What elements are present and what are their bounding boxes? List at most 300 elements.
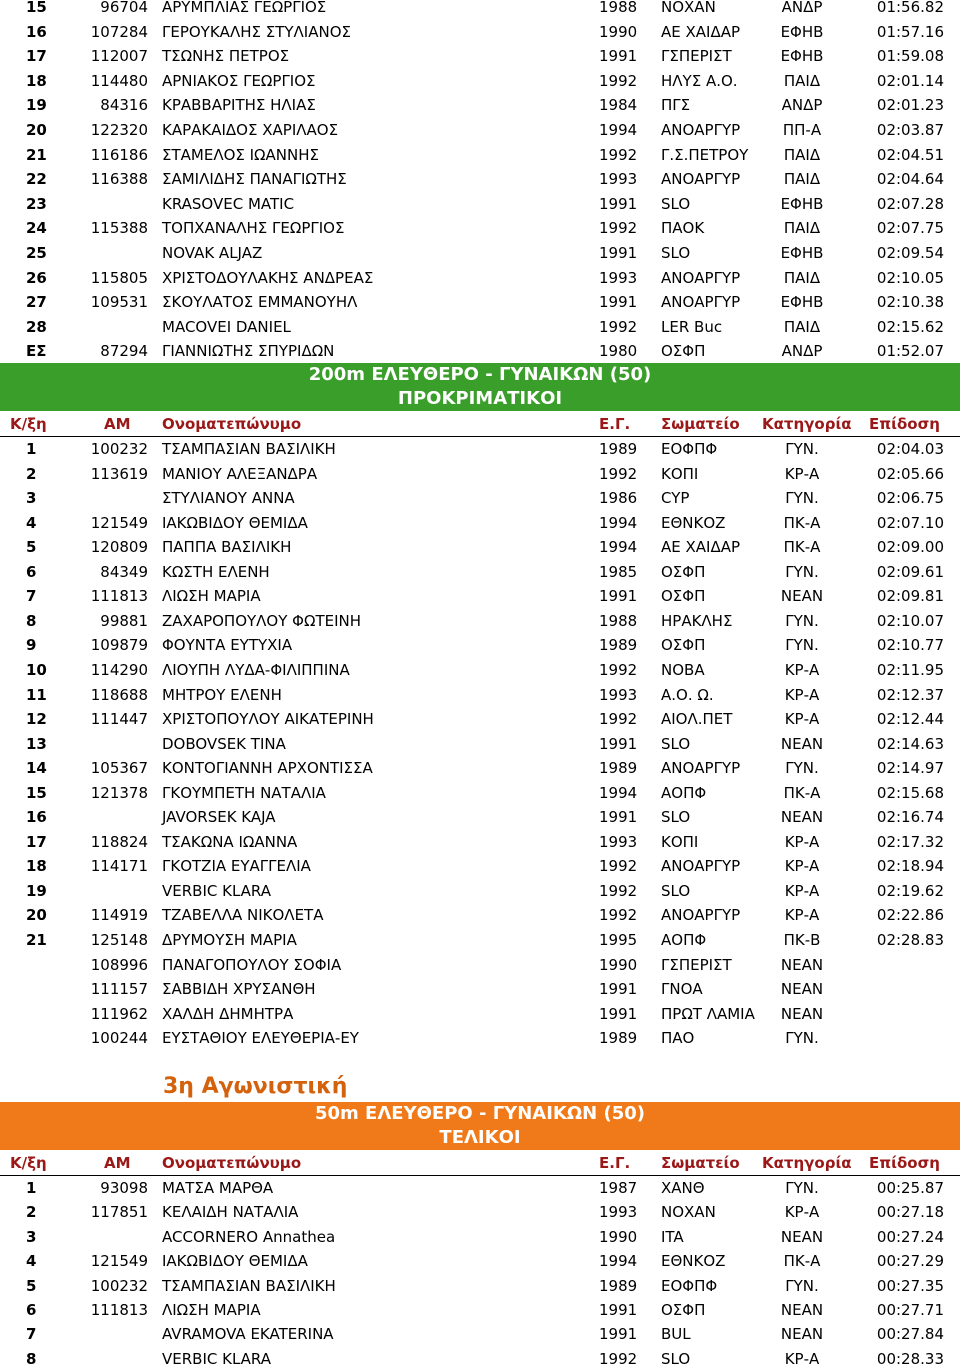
time-cell: 02:19.62 bbox=[876, 881, 944, 900]
rank-cell: 5 bbox=[26, 1276, 37, 1295]
year-cell: 1994 bbox=[599, 121, 638, 139]
year-cell: 1989 bbox=[599, 440, 638, 458]
club-cell: Α.Ο. Ω. bbox=[661, 685, 714, 704]
name-cell: JAVORSEK KAJA bbox=[162, 808, 276, 827]
year-cell: 1992 bbox=[599, 1349, 638, 1368]
year-cell: 1994 bbox=[599, 513, 638, 532]
time-cell: 01:57.16 bbox=[876, 22, 944, 41]
club-cell: ΟΣΦΠ bbox=[661, 562, 706, 581]
club-cell: SLO bbox=[661, 194, 691, 213]
am-cell: 84316 bbox=[100, 96, 148, 115]
time-cell: 00:27.29 bbox=[876, 1252, 944, 1271]
table-row bbox=[0, 535, 960, 559]
category-cell: ΑΝΔΡ bbox=[781, 342, 823, 361]
club-cell: SLO bbox=[661, 808, 691, 827]
year-cell: 1988 bbox=[599, 611, 638, 630]
header-name: Ονοματεπώνυμο bbox=[162, 1154, 302, 1172]
time-cell: 02:12.44 bbox=[876, 710, 944, 729]
time-cell: 02:11.95 bbox=[876, 660, 944, 679]
name-cell: ΛΙΟΥΠΗ ΛΥΔΑ-ΦΙΛΙΠΠΙΝΑ bbox=[162, 660, 350, 679]
year-cell: 1990 bbox=[599, 1227, 638, 1246]
am-cell: 122320 bbox=[90, 121, 148, 139]
am-cell: 115388 bbox=[90, 219, 148, 238]
rank-cell: 24 bbox=[26, 219, 47, 238]
table-row bbox=[0, 1225, 960, 1249]
time-cell: 02:15.68 bbox=[876, 783, 944, 802]
time-cell: 02:09.00 bbox=[876, 538, 944, 557]
time-cell: 00:25.87 bbox=[876, 1179, 944, 1197]
name-cell: ΑΡΝΙΑΚΟΣ ΓΕΩΡΓΙΟΣ bbox=[162, 71, 316, 90]
club-cell: SLO bbox=[661, 244, 691, 262]
rank-cell: 7 bbox=[26, 587, 37, 606]
rank-cell: 10 bbox=[26, 660, 47, 679]
club-cell: ΝΟΧΑΝ bbox=[661, 0, 716, 16]
club-cell: ΗΛΥΣ Α.Ο. bbox=[661, 71, 738, 90]
table-row bbox=[0, 830, 960, 854]
time-cell: 00:27.84 bbox=[876, 1325, 944, 1344]
time-cell: 01:56.82 bbox=[876, 0, 944, 16]
time-cell: 00:27.24 bbox=[876, 1227, 944, 1246]
am-cell: 118688 bbox=[90, 685, 148, 704]
rank-cell: 20 bbox=[26, 906, 47, 925]
time-cell: 02:01.23 bbox=[876, 96, 944, 115]
category-cell: ΠΑΙΔ bbox=[783, 145, 821, 164]
table-row bbox=[0, 781, 960, 805]
time-cell: 02:09.81 bbox=[876, 587, 944, 606]
name-cell: DOBOVSEK TINA bbox=[162, 734, 286, 753]
club-cell: ΝΟΧΑΝ bbox=[661, 1203, 716, 1222]
event-title: 200m ΕΛΕΥΘΕΡΟ - ΓΥΝΑΙΚΩΝ (50) bbox=[308, 364, 652, 385]
am-cell: 125148 bbox=[90, 931, 148, 949]
club-cell: ΕΟΦΠΦ bbox=[661, 1276, 718, 1295]
table-row bbox=[0, 1322, 960, 1346]
rank-cell: 22 bbox=[26, 170, 47, 189]
club-cell: ΓΝΟΑ bbox=[661, 980, 703, 999]
table-row bbox=[0, 756, 960, 780]
name-cell: ΤΣΑΜΠΑΣΙΑΝ ΒΑΣΙΛΙΚΗ bbox=[162, 440, 336, 458]
name-cell: ΜΗΤΡΟΥ ΕΛΕΝΗ bbox=[162, 685, 282, 704]
table-row bbox=[0, 511, 960, 535]
rank-cell: 15 bbox=[26, 783, 47, 802]
name-cell: ΚΟΝΤΟΓΙΑΝΝΗ ΑΡΧΟΝΤΙΣΣΑ bbox=[162, 759, 373, 778]
category-cell: ΚΡ-Α bbox=[784, 464, 820, 483]
am-cell: 111157 bbox=[90, 980, 148, 999]
am-cell: 93098 bbox=[100, 1179, 148, 1197]
year-cell: 1992 bbox=[599, 857, 638, 876]
rank-cell: 19 bbox=[26, 881, 47, 900]
category-cell: ΝΕΑΝ bbox=[780, 1227, 824, 1246]
year-cell: 1989 bbox=[599, 759, 638, 778]
year-cell: 1992 bbox=[599, 145, 638, 164]
time-cell: 02:09.54 bbox=[876, 244, 944, 262]
rank-cell: 13 bbox=[26, 734, 47, 753]
club-cell: Γ.Σ.ΠΕΤΡΟΥ bbox=[661, 145, 749, 164]
name-cell: ΖΑΧΑΡΟΠΟΥΛΟΥ ΦΩΤΕΙΝΗ bbox=[162, 611, 362, 630]
category-cell: ΚΡ-Α bbox=[784, 710, 820, 729]
table-row bbox=[0, 903, 960, 927]
table-row bbox=[0, 584, 960, 608]
name-cell: ΣΑΜΙΛΙΔΗΣ ΠΑΝΑΓΙΩΤΗΣ bbox=[162, 170, 347, 189]
club-cell: ΟΣΦΠ bbox=[661, 342, 706, 361]
rank-cell: 20 bbox=[26, 121, 47, 139]
table-row bbox=[0, 879, 960, 903]
header-time: Επίδοση bbox=[869, 415, 940, 433]
year-cell: 1992 bbox=[599, 710, 638, 729]
club-cell: ΑΟΠΦ bbox=[661, 931, 707, 949]
table-row bbox=[0, 143, 960, 167]
table-row bbox=[0, 339, 960, 363]
club-cell: ΑΝΟΑΡΓΥΡ bbox=[661, 121, 741, 139]
rank-cell: 17 bbox=[26, 47, 47, 66]
table-row bbox=[0, 1274, 960, 1298]
am-cell: 118824 bbox=[90, 832, 148, 851]
name-cell: ΣΑΒΒΙΔΗ ΧΡΥΣΑΝΘΗ bbox=[162, 980, 316, 999]
table-row bbox=[0, 1298, 960, 1322]
club-cell: ΑΝΟΑΡΓΥΡ bbox=[661, 170, 741, 189]
table-row bbox=[0, 1176, 960, 1200]
competition-round-title: 3η Αγωνιστική bbox=[163, 1074, 348, 1099]
time-cell: 02:16.74 bbox=[876, 808, 944, 827]
am-cell: 111813 bbox=[90, 1301, 148, 1319]
year-cell: 1987 bbox=[599, 1179, 638, 1197]
header-time: Επίδοση bbox=[869, 1154, 940, 1172]
category-cell: ΝΕΑΝ bbox=[780, 1004, 824, 1023]
category-cell: ΓΥΝ. bbox=[785, 611, 819, 630]
category-cell: ΚΡ-Α bbox=[784, 1203, 820, 1222]
year-cell: 1991 bbox=[599, 734, 638, 753]
category-cell: ΕΦΗΒ bbox=[780, 293, 824, 312]
rank-cell: 11 bbox=[26, 685, 47, 704]
name-cell: ΛΙΩΣΗ ΜΑΡΙΑ bbox=[162, 1301, 261, 1319]
am-cell: 114919 bbox=[90, 906, 148, 925]
time-cell: 02:04.51 bbox=[876, 145, 944, 164]
rank-cell: 7 bbox=[26, 1325, 37, 1344]
year-cell: 1985 bbox=[599, 562, 638, 581]
am-cell: 107284 bbox=[90, 22, 148, 41]
time-cell: 00:27.35 bbox=[876, 1276, 944, 1295]
table-row bbox=[0, 462, 960, 486]
year-cell: 1990 bbox=[599, 22, 638, 41]
club-cell: ΑΝΟΑΡΓΥΡ bbox=[661, 759, 741, 778]
table-row bbox=[0, 732, 960, 756]
table-row bbox=[0, 977, 960, 1001]
header-name: Ονοματεπώνυμο bbox=[162, 415, 302, 433]
club-cell: ITA bbox=[661, 1227, 684, 1246]
category-cell: ΠΑΙΔ bbox=[783, 268, 821, 287]
table-row bbox=[0, 167, 960, 191]
year-cell: 1993 bbox=[599, 1203, 638, 1222]
am-cell: 105367 bbox=[90, 759, 148, 778]
category-cell: ΠΚ-Α bbox=[783, 1252, 821, 1271]
table-row bbox=[0, 0, 960, 19]
name-cell: MACOVEI DANIEL bbox=[162, 317, 291, 336]
time-cell: 02:01.14 bbox=[876, 71, 944, 90]
club-cell: ΕΟΦΠΦ bbox=[661, 440, 718, 458]
year-cell: 1991 bbox=[599, 1004, 638, 1023]
club-cell: SLO bbox=[661, 881, 691, 900]
rank-cell: 9 bbox=[26, 636, 37, 655]
category-cell: ΓΥΝ. bbox=[785, 489, 819, 508]
table-row bbox=[0, 928, 960, 952]
club-cell: ΑΟΠΦ bbox=[661, 783, 707, 802]
rank-cell: 19 bbox=[26, 96, 47, 115]
name-cell: ΜΑΤΣΑ ΜΑΡΘΑ bbox=[162, 1179, 274, 1197]
am-cell: 117851 bbox=[90, 1203, 148, 1222]
time-cell: 02:05.66 bbox=[876, 464, 944, 483]
table-row bbox=[0, 683, 960, 707]
header-am: ΑΜ bbox=[104, 415, 131, 433]
category-cell: ΕΦΗΒ bbox=[780, 47, 824, 66]
name-cell: ΙΑΚΩΒΙΔΟΥ ΘΕΜΙΔΑ bbox=[162, 513, 308, 532]
name-cell: ΠΑΠΠΑ ΒΑΣΙΛΙΚΗ bbox=[162, 538, 292, 557]
table-row bbox=[0, 1347, 960, 1371]
name-cell: AVRAMOVA EKATERINA bbox=[162, 1325, 334, 1344]
club-cell: CYP bbox=[661, 489, 690, 508]
rank-cell: 6 bbox=[26, 562, 37, 581]
category-cell: ΚΡ-Α bbox=[784, 857, 820, 876]
club-cell: ΠΑΟΚ bbox=[661, 219, 705, 238]
club-cell: ΧΑΝΘ bbox=[661, 1179, 705, 1197]
name-cell: ΓΚΟΤΖΙΑ ΕΥΑΓΓΕΛΙΑ bbox=[162, 857, 311, 876]
name-cell: ΕΥΣΤΑΘΙΟΥ ΕΛΕΥΘΕΡΙΑ-ΕΥ bbox=[162, 1029, 359, 1048]
category-cell: ΚΡ-Α bbox=[784, 906, 820, 925]
category-cell: ΠΑΙΔ bbox=[783, 71, 821, 90]
club-cell: ΓΣΠΕΡΙΣΤ bbox=[661, 47, 732, 66]
rank-cell: 25 bbox=[26, 244, 47, 262]
category-cell: ΝΕΑΝ bbox=[780, 587, 824, 606]
table-row bbox=[0, 290, 960, 314]
year-cell: 1984 bbox=[599, 96, 638, 115]
time-cell: 02:03.87 bbox=[876, 121, 944, 139]
category-cell: ΝΕΑΝ bbox=[780, 734, 824, 753]
rank-cell: 1 bbox=[26, 1179, 37, 1197]
category-cell: ΚΡ-Α bbox=[784, 832, 820, 851]
year-cell: 1991 bbox=[599, 980, 638, 999]
category-cell: ΝΕΑΝ bbox=[780, 1301, 824, 1319]
name-cell: ΠΑΝΑΓΟΠΟΥΛΟΥ ΣΟΦΙΑ bbox=[162, 955, 342, 974]
header-year: Ε.Γ. bbox=[599, 1154, 631, 1172]
category-cell: ΠΑΙΔ bbox=[783, 317, 821, 336]
header-club: Σωματείο bbox=[661, 415, 740, 433]
am-cell: 116388 bbox=[90, 170, 148, 189]
table-row bbox=[0, 560, 960, 584]
category-cell: ΝΕΑΝ bbox=[780, 955, 824, 974]
club-cell: ΑΝΟΑΡΓΥΡ bbox=[661, 293, 741, 312]
name-cell: ΓΚΟΥΜΠΕΤΗ ΝΑΤΑΛΙΑ bbox=[162, 783, 326, 802]
year-cell: 1991 bbox=[599, 194, 638, 213]
name-cell: ΚΕΛΑΙΔΗ ΝΑΤΑΛΙΑ bbox=[162, 1203, 299, 1222]
name-cell: ΤΟΠΧΑΝΑΛΗΣ ΓΕΩΡΓΙΟΣ bbox=[162, 219, 345, 238]
time-cell: 00:27.71 bbox=[876, 1301, 944, 1319]
name-cell: ΤΣΑΜΠΑΣΙΑΝ ΒΑΣΙΛΙΚΗ bbox=[162, 1276, 336, 1295]
am-cell: 112007 bbox=[90, 47, 148, 66]
am-cell: 111447 bbox=[90, 710, 148, 729]
rank-cell: ΕΣ bbox=[26, 342, 47, 361]
time-cell: 02:07.28 bbox=[876, 194, 944, 213]
table-row bbox=[0, 707, 960, 731]
rank-cell: 27 bbox=[26, 293, 47, 312]
table-row bbox=[0, 486, 960, 510]
rank-cell: 2 bbox=[26, 1203, 37, 1222]
time-cell: 02:22.86 bbox=[876, 906, 944, 925]
category-cell: ΝΕΑΝ bbox=[780, 1325, 824, 1344]
table-row bbox=[0, 1002, 960, 1026]
name-cell: ΑΡΥΜΠΛΙΑΣ ΓΕΩΡΓΙΟΣ bbox=[162, 0, 327, 16]
year-cell: 1993 bbox=[599, 170, 638, 189]
header-year: Ε.Γ. bbox=[599, 415, 631, 433]
rank-cell: 14 bbox=[26, 759, 47, 778]
table-row bbox=[0, 192, 960, 216]
time-cell: 02:10.05 bbox=[876, 268, 944, 287]
name-cell: KRASOVEC MATIC bbox=[162, 194, 295, 213]
event-title: 50m ΕΛΕΥΘΕΡΟ - ΓΥΝΑΙΚΩΝ (50) bbox=[314, 1103, 645, 1124]
rank-cell: 6 bbox=[26, 1301, 37, 1319]
club-cell: SLO bbox=[661, 1349, 691, 1368]
table-header bbox=[0, 1151, 960, 1176]
category-cell: ΑΝΔΡ bbox=[781, 96, 823, 115]
club-cell: ΟΣΦΠ bbox=[661, 1301, 706, 1319]
am-cell: 114480 bbox=[90, 71, 148, 90]
category-cell: ΠΚ-Α bbox=[783, 783, 821, 802]
name-cell: ΓΕΡΟΥΚΑΛΗΣ ΣΤΥΛΙΑΝΟΣ bbox=[162, 22, 351, 41]
rank-cell: 23 bbox=[26, 194, 47, 213]
time-cell: 02:14.63 bbox=[876, 734, 944, 753]
club-cell: SLO bbox=[661, 734, 691, 753]
table-row bbox=[0, 315, 960, 339]
am-cell: 116186 bbox=[90, 145, 148, 164]
rank-cell: 1 bbox=[26, 440, 37, 458]
header-club: Σωματείο bbox=[661, 1154, 740, 1172]
am-cell: 114171 bbox=[90, 857, 148, 876]
header-rank: Κ/ξη bbox=[10, 415, 47, 433]
table-row bbox=[0, 854, 960, 878]
am-cell: 109879 bbox=[90, 636, 148, 655]
header-category: Κατηγορία bbox=[762, 1154, 852, 1172]
event-phase: ΠΡΟΚΡΙΜΑΤΙΚΟΙ bbox=[397, 388, 563, 409]
club-cell: ΑΕ ΧΑΙΔΑΡ bbox=[661, 22, 741, 41]
club-cell: ΑΕ ΧΑΙΔΑΡ bbox=[661, 538, 741, 557]
year-cell: 1991 bbox=[599, 1301, 638, 1319]
am-cell: 111962 bbox=[90, 1004, 148, 1023]
rank-cell: 8 bbox=[26, 611, 37, 630]
year-cell: 1991 bbox=[599, 1325, 638, 1344]
am-cell: 100244 bbox=[90, 1029, 148, 1048]
name-cell: ΧΡΙΣΤΟΠΟΥΛΟΥ ΑΙΚΑΤΕΡΙΝΗ bbox=[162, 710, 374, 729]
club-cell: ΟΣΦΠ bbox=[661, 587, 706, 606]
rank-cell: 15 bbox=[26, 0, 47, 16]
rank-cell: 3 bbox=[26, 1227, 37, 1246]
category-cell: ΚΡ-Α bbox=[784, 1349, 820, 1368]
name-cell: ΓΙΑΝΝΙΩΤΗΣ ΣΠΥΡΙΔΩΝ bbox=[162, 342, 335, 361]
year-cell: 1986 bbox=[599, 489, 638, 508]
rank-cell: 12 bbox=[26, 710, 47, 729]
category-cell: ΓΥΝ. bbox=[785, 562, 819, 581]
table-row bbox=[0, 633, 960, 657]
name-cell: VERBIC KLARA bbox=[162, 881, 271, 900]
name-cell: ΚΡΑΒΒΑΡΙΤΗΣ ΗΛΙΑΣ bbox=[162, 96, 316, 115]
year-cell: 1992 bbox=[599, 219, 638, 238]
header-am: ΑΜ bbox=[104, 1154, 131, 1172]
name-cell: ΣΤΥΛΙΑΝΟΥ ΑΝΝΑ bbox=[162, 489, 295, 508]
club-cell: ΑΙΟΛ.ΠΕΤ bbox=[661, 710, 733, 729]
time-cell: 02:14.97 bbox=[876, 759, 944, 778]
time-cell: 02:07.10 bbox=[876, 513, 944, 532]
am-cell: 121378 bbox=[90, 783, 148, 802]
club-cell: ΕΘΝΚΟΖ bbox=[661, 1252, 726, 1271]
table-row bbox=[0, 1026, 960, 1050]
am-cell: 100232 bbox=[90, 1276, 148, 1295]
category-cell: ΠΚ-Β bbox=[783, 931, 821, 949]
am-cell: 108996 bbox=[90, 955, 148, 974]
club-cell: ΝΟΒΑ bbox=[661, 660, 705, 679]
name-cell: ΧΑΛΔΗ ΔΗΜΗΤΡΑ bbox=[162, 1004, 294, 1023]
club-cell: ΑΝΟΑΡΓΥΡ bbox=[661, 268, 741, 287]
club-cell: ΚΟΠΙ bbox=[661, 464, 699, 483]
year-cell: 1994 bbox=[599, 1252, 638, 1271]
year-cell: 1994 bbox=[599, 783, 638, 802]
name-cell: NOVAK ALJAZ bbox=[162, 244, 263, 262]
am-cell: 100232 bbox=[90, 440, 148, 458]
rank-cell: 18 bbox=[26, 857, 47, 876]
event-banner-200m-women bbox=[0, 363, 960, 411]
year-cell: 1992 bbox=[599, 317, 638, 336]
rank-cell: 21 bbox=[26, 145, 47, 164]
time-cell: 02:10.07 bbox=[876, 611, 944, 630]
time-cell: 02:18.94 bbox=[876, 857, 944, 876]
name-cell: ΙΑΚΩΒΙΔΟΥ ΘΕΜΙΔΑ bbox=[162, 1252, 308, 1271]
time-cell: 02:09.61 bbox=[876, 562, 944, 581]
year-cell: 1989 bbox=[599, 1029, 638, 1048]
rank-cell: 17 bbox=[26, 832, 47, 851]
club-cell: ΑΝΟΑΡΓΥΡ bbox=[661, 906, 741, 925]
year-cell: 1989 bbox=[599, 1276, 638, 1295]
year-cell: 1992 bbox=[599, 881, 638, 900]
am-cell: 114290 bbox=[90, 660, 148, 679]
table-row bbox=[0, 1200, 960, 1224]
time-cell: 02:28.83 bbox=[876, 931, 944, 949]
category-cell: ΕΦΗΒ bbox=[780, 22, 824, 41]
category-cell: ΓΥΝ. bbox=[785, 1276, 819, 1295]
rank-cell: 18 bbox=[26, 71, 47, 90]
year-cell: 1990 bbox=[599, 955, 638, 974]
time-cell: 01:59.08 bbox=[876, 47, 944, 66]
year-cell: 1993 bbox=[599, 268, 638, 287]
club-cell: ΠΓΣ bbox=[661, 96, 691, 115]
category-cell: ΠΠ-Α bbox=[782, 121, 822, 139]
table-row bbox=[0, 118, 960, 142]
rank-cell: 4 bbox=[26, 1252, 37, 1271]
rank-cell: 2 bbox=[26, 464, 37, 483]
category-cell: ΓΥΝ. bbox=[785, 759, 819, 778]
year-cell: 1994 bbox=[599, 538, 638, 557]
name-cell: ΔΡΥΜΟΥΣΗ ΜΑΡΙΑ bbox=[162, 931, 297, 949]
year-cell: 1993 bbox=[599, 685, 638, 704]
club-cell: BUL bbox=[661, 1325, 691, 1344]
category-cell: ΕΦΗΒ bbox=[780, 244, 824, 262]
time-cell: 01:52.07 bbox=[876, 342, 944, 361]
category-cell: ΚΡ-Α bbox=[784, 685, 820, 704]
time-cell: 02:15.62 bbox=[876, 317, 944, 336]
rank-cell: 26 bbox=[26, 268, 47, 287]
club-cell: ΕΘΝΚΟΖ bbox=[661, 513, 726, 532]
category-cell: ΑΝΔΡ bbox=[781, 0, 823, 16]
rank-cell: 5 bbox=[26, 538, 37, 557]
am-cell: 121549 bbox=[90, 1252, 148, 1271]
am-cell: 121549 bbox=[90, 513, 148, 532]
name-cell: ACCORNERO Annathea bbox=[162, 1227, 336, 1246]
name-cell: ΤΖΑΒΕΛΛΑ ΝΙΚΟΛΕΤΑ bbox=[162, 906, 324, 925]
event-phase: ΤΕΛΙΚΟΙ bbox=[439, 1127, 521, 1148]
